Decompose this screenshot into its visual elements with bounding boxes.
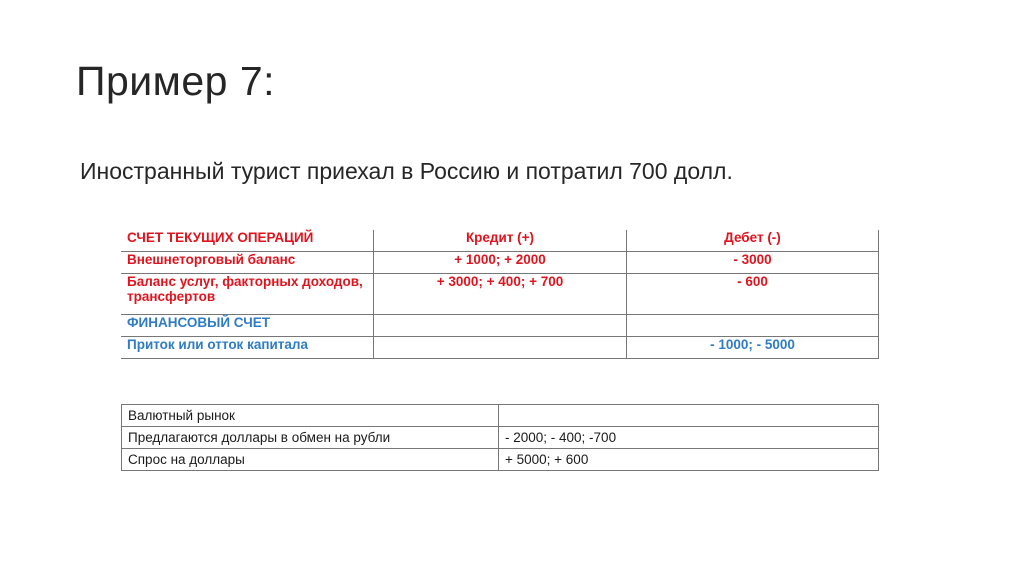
- table-row: [121, 274, 879, 315]
- table-row: [122, 427, 879, 449]
- credit-cell: [374, 315, 627, 337]
- row-label: Приток или отток капитала: [121, 337, 374, 359]
- row-label: Спрос на доллары: [122, 449, 499, 471]
- header-debit: Дебет (-): [627, 230, 879, 252]
- row-label: ФИНАНСОВЫЙ СЧЕТ: [121, 315, 374, 337]
- currency-market-table: [121, 404, 879, 471]
- header-credit: Кредит (+): [374, 230, 627, 252]
- debit-cell: - 1000; - 5000: [627, 337, 879, 359]
- header-current-account: СЧЕТ ТЕКУЩИХ ОПЕРАЦИЙ: [121, 230, 374, 252]
- table-row: [121, 337, 879, 359]
- value-cell: [499, 405, 879, 427]
- row-label: Внешнеторговый баланс: [121, 252, 374, 274]
- table-row: [122, 449, 879, 471]
- row-label: Валютный рынок: [122, 405, 499, 427]
- table-header-row: [121, 230, 879, 252]
- debit-cell: [627, 315, 879, 337]
- slide-title: Пример 7:: [76, 58, 276, 104]
- table-row: [122, 405, 879, 427]
- credit-cell: + 3000; + 400; + 700: [374, 274, 627, 315]
- row-label: Баланс услуг, факторных доходов, трансфертов: [121, 274, 374, 315]
- value-cell: + 5000; + 600: [499, 449, 879, 471]
- debit-cell: - 3000: [627, 252, 879, 274]
- debit-cell: - 600: [627, 274, 879, 315]
- table-row: [121, 252, 879, 274]
- row-label: Предлагаются доллары в обмен на рубли: [122, 427, 499, 449]
- credit-cell: + 1000; + 2000: [374, 252, 627, 274]
- table-row: [121, 315, 879, 337]
- credit-cell: [374, 337, 627, 359]
- value-cell: - 2000; - 400; -700: [499, 427, 879, 449]
- slide-subtitle: Иностранный турист приехал в Россию и потратил 700 долл.: [80, 158, 733, 184]
- balance-of-payments-table: [121, 230, 879, 359]
